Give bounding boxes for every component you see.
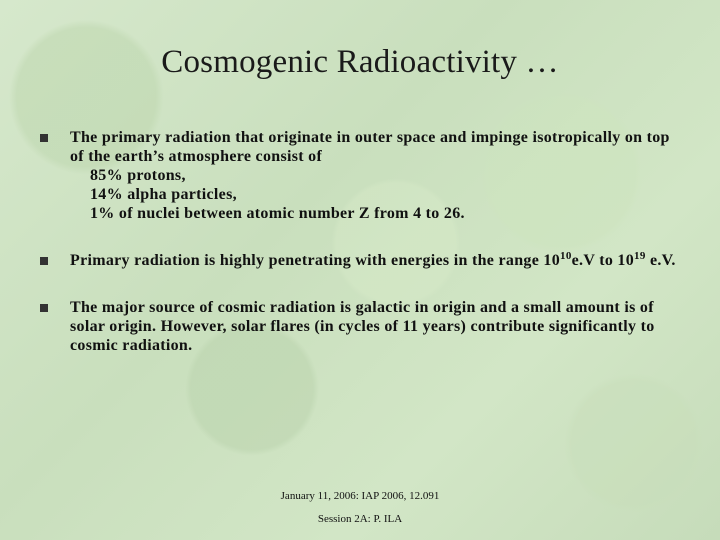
footer-session: Session 2A: P. ILA (317, 513, 403, 525)
bullet-subline: 1% of nuclei between atomic number Z from 4 to 26. (90, 205, 465, 222)
bullet-subline: 85% protons, (90, 167, 186, 184)
bullet-text: e.V to (571, 252, 618, 269)
energy-exponent: 10 (560, 250, 572, 262)
slide-title: Cosmogenic Radioactivity … (161, 44, 559, 80)
bullet-text: The primary radiation that originate in outer space and impinge isotropically on top of the earth’s atmosphere consist of (70, 129, 670, 165)
bullet-item (40, 298, 680, 355)
energy-base: 10 (543, 252, 561, 269)
square-bullet-icon (40, 134, 48, 142)
bullet-item (40, 251, 680, 270)
square-bullet-icon (40, 257, 48, 265)
square-bullet-icon (40, 304, 48, 312)
bullet-text: The major source of cosmic radiation is galactic in origin and a small amount is of solar origin. However, solar flares (in cycles of 11 years) contribute significantly to cosmic radiation. (70, 299, 655, 354)
bullet-list (40, 128, 680, 355)
energy-base: 10 (617, 252, 635, 269)
bullet-text: e.V. (645, 252, 676, 269)
footer-date-course: January 11, 2006: IAP 2006, 12.091 (280, 490, 440, 502)
bullet-text: Primary radiation is highly penetrating with energies in the range (70, 252, 544, 269)
bullet-item (40, 128, 680, 223)
energy-exponent: 19 (634, 250, 646, 262)
bullet-subline: 14% alpha particles, (90, 186, 237, 203)
